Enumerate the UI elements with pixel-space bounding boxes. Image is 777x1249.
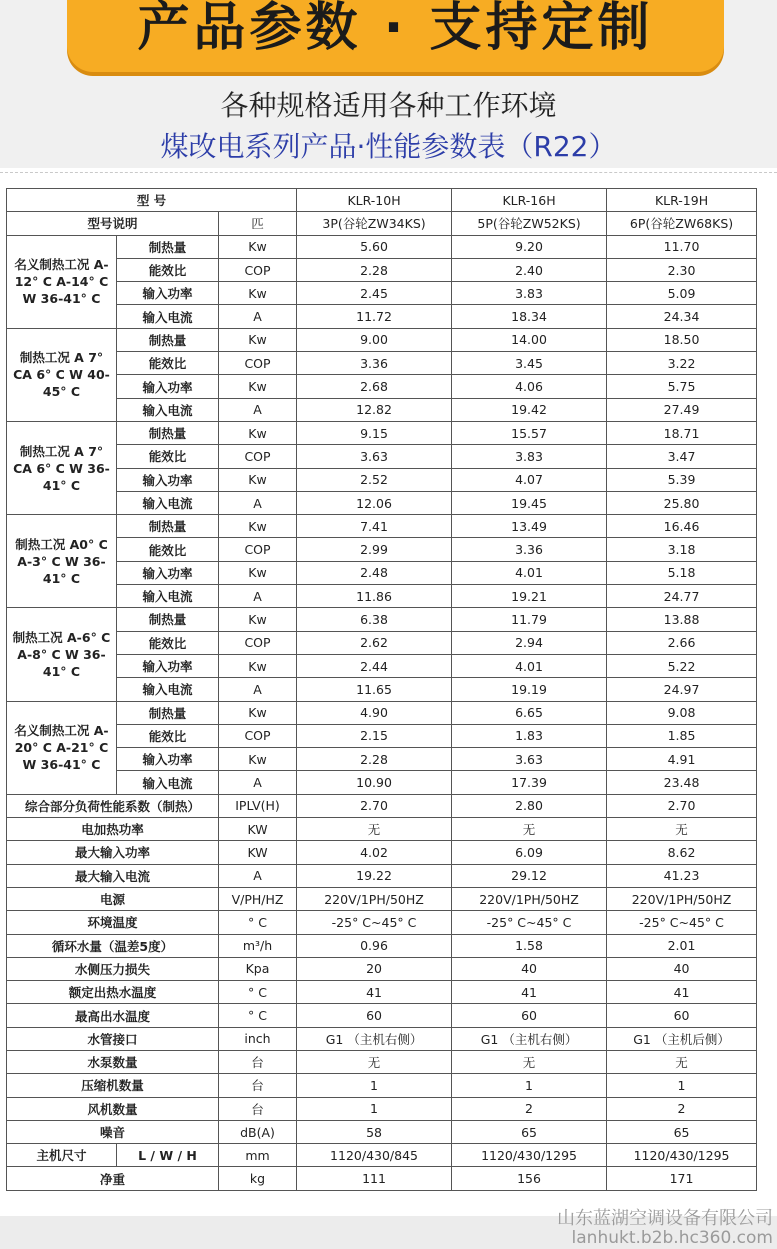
table-cell: 19.42 — [452, 398, 607, 421]
table-cell: -25° C~45° C — [297, 911, 452, 934]
row-label: 最大输入电流 — [7, 864, 219, 887]
table-cell: 41 — [297, 981, 452, 1004]
table-cell: 12.06 — [297, 491, 452, 514]
table-cell: 41 — [607, 981, 757, 1004]
group-label: 名义制热工况 A-12° C A-14° C W 36-41° C — [7, 235, 117, 328]
row-label: 输入功率 — [117, 375, 219, 398]
table-cell: 9.20 — [452, 235, 607, 258]
table-cell: 16.46 — [607, 515, 757, 538]
row-label: 能效比 — [117, 538, 219, 561]
table-cell: 5.22 — [607, 654, 757, 677]
table-cell: -25° C~45° C — [607, 911, 757, 934]
row-label: 制热量 — [117, 701, 219, 724]
row-label: 能效比 — [117, 258, 219, 281]
table-cell: m³/h — [219, 934, 297, 957]
table-cell: A — [219, 585, 297, 608]
table-cell: 58 — [297, 1120, 452, 1143]
table-cell: A — [219, 864, 297, 887]
table-cell: 无 — [297, 818, 452, 841]
row-label: 输入功率 — [117, 468, 219, 491]
table-cell: inch — [219, 1027, 297, 1050]
row-label: 输入电流 — [117, 398, 219, 421]
table-cell: 4.02 — [297, 841, 452, 864]
table-cell: 18.71 — [607, 421, 757, 444]
row-label: 电加热功率 — [7, 818, 219, 841]
table-row — [7, 352, 757, 375]
table-cell: 11.79 — [452, 608, 607, 631]
table-cell: G1 （主机右侧） — [297, 1027, 452, 1050]
table-row — [7, 561, 757, 584]
table-cell: 2.70 — [607, 794, 757, 817]
table-cell: COP — [219, 352, 297, 375]
table-row — [7, 934, 757, 957]
table-cell: 6.38 — [297, 608, 452, 631]
table-cell: ° C — [219, 981, 297, 1004]
table-row — [7, 887, 757, 910]
table-row — [7, 375, 757, 398]
table-cell: 4.01 — [452, 654, 607, 677]
table-cell: 220V/1PH/50HZ — [297, 887, 452, 910]
table-cell: 台 — [219, 1097, 297, 1120]
table-cell: Kw — [219, 515, 297, 538]
row-label: 水侧压力损失 — [7, 957, 219, 980]
table-row — [7, 328, 757, 351]
table-cell: 2.28 — [297, 748, 452, 771]
table-cell: 2.40 — [452, 258, 607, 281]
table-cell: G1 （主机右侧） — [452, 1027, 607, 1050]
subtitle-secondary: 煤改电系列产品·性能参数表（R22） — [160, 130, 617, 163]
table-cell: 220V/1PH/50HZ — [607, 887, 757, 910]
row-label: 能效比 — [117, 724, 219, 747]
table-row — [7, 282, 757, 305]
table-cell: A — [219, 678, 297, 701]
table-row — [7, 445, 757, 468]
table-cell: Kpa — [219, 957, 297, 980]
table-row — [7, 818, 757, 841]
table-cell: Kw — [219, 561, 297, 584]
table-cell: Kw — [219, 468, 297, 491]
table-cell: 2.48 — [297, 561, 452, 584]
table-row — [7, 864, 757, 887]
table-cell: 2.70 — [297, 794, 452, 817]
table-row — [7, 305, 757, 328]
table-cell: 2 — [452, 1097, 607, 1120]
table-cell: 3.63 — [297, 445, 452, 468]
table-cell: 60 — [297, 1004, 452, 1027]
table-cell: G1 （主机后侧） — [607, 1027, 757, 1050]
watermark-company: 山东蓝湖空调设备有限公司 — [557, 1208, 773, 1229]
table-cell: A — [219, 398, 297, 421]
table-cell: 20 — [297, 957, 452, 980]
table-cell: A — [219, 305, 297, 328]
row-label: 输入电流 — [117, 771, 219, 794]
table-cell: 1 — [297, 1097, 452, 1120]
table-row — [7, 515, 757, 538]
table-cell: 台 — [219, 1074, 297, 1097]
watermark-site: lanhukt.b2b.hc360.com — [571, 1228, 773, 1248]
table-cell: kg — [219, 1167, 297, 1190]
table-cell: 19.19 — [452, 678, 607, 701]
table-cell: 3.18 — [607, 538, 757, 561]
header-cell: KLR-16H — [452, 189, 607, 212]
table-row — [7, 1144, 757, 1167]
row-label: 制热量 — [117, 235, 219, 258]
table-cell: 65 — [607, 1120, 757, 1143]
row-label: 制热量 — [117, 421, 219, 444]
table-cell: 111 — [297, 1167, 452, 1190]
group-label: 制热工况 A0° C A-3° C W 36-41° C — [7, 515, 117, 608]
table-row — [7, 608, 757, 631]
table-cell: Kw — [219, 748, 297, 771]
table-row — [7, 468, 757, 491]
row-sublabel: L / W / H — [117, 1144, 219, 1167]
table-cell: 5.39 — [607, 468, 757, 491]
table-cell: 0.96 — [297, 934, 452, 957]
table-cell: 2.68 — [297, 375, 452, 398]
row-label: 输入电流 — [117, 305, 219, 328]
row-label: 循环水量（温差5度） — [7, 934, 219, 957]
header-cell: KLR-10H — [297, 189, 452, 212]
group-label: 名义制热工况 A-20° C A-21° C W 36-41° C — [7, 701, 117, 794]
row-label: 噪音 — [7, 1120, 219, 1143]
table-cell: 60 — [452, 1004, 607, 1027]
table-cell: mm — [219, 1144, 297, 1167]
table-row — [7, 398, 757, 421]
table-cell: 13.49 — [452, 515, 607, 538]
table-cell: 1 — [607, 1074, 757, 1097]
row-label: 能效比 — [117, 445, 219, 468]
table-row — [7, 538, 757, 561]
table-cell: 41.23 — [607, 864, 757, 887]
table-row — [7, 724, 757, 747]
table-cell: 3.83 — [452, 282, 607, 305]
table-cell: 29.12 — [452, 864, 607, 887]
dashed-divider — [0, 172, 777, 173]
row-label: 制热量 — [117, 608, 219, 631]
table-cell: 40 — [452, 957, 607, 980]
table-cell: 3.63 — [452, 748, 607, 771]
table-row — [7, 235, 757, 258]
table-cell: 14.00 — [452, 328, 607, 351]
table-cell: 4.91 — [607, 748, 757, 771]
table-row — [7, 1167, 757, 1190]
table-cell: 40 — [607, 957, 757, 980]
table-row — [7, 771, 757, 794]
table-row — [7, 1097, 757, 1120]
table-cell: Kw — [219, 328, 297, 351]
row-label: 输入电流 — [117, 491, 219, 514]
table-cell: 1120/430/1295 — [452, 1144, 607, 1167]
table-row — [7, 981, 757, 1004]
table-cell: 1 — [297, 1074, 452, 1097]
row-label: 输入功率 — [117, 561, 219, 584]
row-label: 制热量 — [117, 515, 219, 538]
table-cell: 24.77 — [607, 585, 757, 608]
table-cell: 3.45 — [452, 352, 607, 375]
table-cell: 2.62 — [297, 631, 452, 654]
row-label: 输入功率 — [117, 748, 219, 771]
table-cell: KW — [219, 818, 297, 841]
row-label: 净重 — [7, 1167, 219, 1190]
table-cell: 171 — [607, 1167, 757, 1190]
table-cell: Kw — [219, 375, 297, 398]
table-row — [7, 189, 757, 212]
table-cell: 19.45 — [452, 491, 607, 514]
table-cell: 60 — [607, 1004, 757, 1027]
table-cell: 1.83 — [452, 724, 607, 747]
row-label: 电源 — [7, 887, 219, 910]
table-cell: 6.65 — [452, 701, 607, 724]
table-cell: 4.90 — [297, 701, 452, 724]
table-cell: 23.48 — [607, 771, 757, 794]
table-cell: 9.00 — [297, 328, 452, 351]
table-cell: 19.21 — [452, 585, 607, 608]
row-label: 型号说明 — [7, 212, 219, 235]
table-cell: 2.30 — [607, 258, 757, 281]
table-cell: ° C — [219, 911, 297, 934]
table-cell: 3.36 — [297, 352, 452, 375]
banner-title: 产品参数 · 支持定制 — [137, 0, 654, 58]
table-cell: 17.39 — [452, 771, 607, 794]
table-cell: 2.15 — [297, 724, 452, 747]
table-cell: 2.66 — [607, 631, 757, 654]
table-row — [7, 212, 757, 235]
table-row — [7, 585, 757, 608]
table-cell: COP — [219, 538, 297, 561]
table-row — [7, 1027, 757, 1050]
table-cell: 2.52 — [297, 468, 452, 491]
group-label: 制热工况 A-6° C A-8° C W 36-41° C — [7, 608, 117, 701]
row-label: 能效比 — [117, 631, 219, 654]
table-cell: 1120/430/1295 — [607, 1144, 757, 1167]
table-cell: 3P(谷轮ZW34KS) — [297, 212, 452, 235]
table-cell: 11.70 — [607, 235, 757, 258]
table-cell: 13.88 — [607, 608, 757, 631]
table-cell: 1120/430/845 — [297, 1144, 452, 1167]
table-cell: 8.62 — [607, 841, 757, 864]
table-cell: COP — [219, 258, 297, 281]
table-cell: 5.75 — [607, 375, 757, 398]
table-cell: 5.09 — [607, 282, 757, 305]
table-cell: COP — [219, 724, 297, 747]
table-cell: 无 — [452, 818, 607, 841]
table-cell: 25.80 — [607, 491, 757, 514]
row-label: 综合部分负荷性能系数（制热） — [7, 794, 219, 817]
table-cell: Kw — [219, 235, 297, 258]
table-cell: 无 — [607, 818, 757, 841]
table-cell: 3.36 — [452, 538, 607, 561]
table-cell: 9.15 — [297, 421, 452, 444]
table-cell: 5P(谷轮ZW52KS) — [452, 212, 607, 235]
spec-table — [6, 188, 757, 1191]
table-cell: 41 — [452, 981, 607, 1004]
table-row — [7, 421, 757, 444]
table-cell: 4.07 — [452, 468, 607, 491]
table-cell: Kw — [219, 282, 297, 305]
row-label: 额定出热水温度 — [7, 981, 219, 1004]
table-cell: 4.06 — [452, 375, 607, 398]
table-cell: 10.90 — [297, 771, 452, 794]
table-cell: 6.09 — [452, 841, 607, 864]
row-label: 能效比 — [117, 352, 219, 375]
table-cell: 11.65 — [297, 678, 452, 701]
row-label: 风机数量 — [7, 1097, 219, 1120]
table-cell: 无 — [452, 1050, 607, 1073]
table-cell: 无 — [607, 1050, 757, 1073]
row-label: 水泵数量 — [7, 1050, 219, 1073]
table-cell: 9.08 — [607, 701, 757, 724]
table-cell: 11.72 — [297, 305, 452, 328]
subtitle-primary: 各种规格适用各种工作环境 — [220, 89, 557, 122]
table-cell: KW — [219, 841, 297, 864]
table-row — [7, 794, 757, 817]
header-cell: 型 号 — [7, 189, 297, 212]
row-label: 最大输入功率 — [7, 841, 219, 864]
table-cell: 19.22 — [297, 864, 452, 887]
table-cell: 156 — [452, 1167, 607, 1190]
table-row — [7, 748, 757, 771]
table-cell: 27.49 — [607, 398, 757, 421]
table-cell: 65 — [452, 1120, 607, 1143]
table-cell: 5.18 — [607, 561, 757, 584]
table-cell: 7.41 — [297, 515, 452, 538]
row-label: 环境温度 — [7, 911, 219, 934]
table-cell: 2.99 — [297, 538, 452, 561]
table-cell: 24.34 — [607, 305, 757, 328]
table-row — [7, 631, 757, 654]
table-cell: 1 — [452, 1074, 607, 1097]
table-cell: 18.50 — [607, 328, 757, 351]
table-cell: 11.86 — [297, 585, 452, 608]
table-cell: A — [219, 491, 297, 514]
row-label: 最高出水温度 — [7, 1004, 219, 1027]
table-cell: 2.94 — [452, 631, 607, 654]
table-cell: -25° C~45° C — [452, 911, 607, 934]
group-label: 制热工况 A 7° CA 6° C W 36-41° C — [7, 421, 117, 514]
table-cell: 24.97 — [607, 678, 757, 701]
table-cell: 无 — [297, 1050, 452, 1073]
table-row — [7, 654, 757, 677]
row-label: 输入电流 — [117, 585, 219, 608]
row-label: 主机尺寸 — [7, 1144, 117, 1167]
table-cell: COP — [219, 445, 297, 468]
table-row — [7, 841, 757, 864]
row-label: 压缩机数量 — [7, 1074, 219, 1097]
table-cell: 2.80 — [452, 794, 607, 817]
row-label: 输入功率 — [117, 654, 219, 677]
table-cell: Kw — [219, 654, 297, 677]
table-row — [7, 911, 757, 934]
table-cell: 台 — [219, 1050, 297, 1073]
table-cell: 2.45 — [297, 282, 452, 305]
table-cell: dB(A) — [219, 1120, 297, 1143]
table-cell: ° C — [219, 1004, 297, 1027]
table-cell: COP — [219, 631, 297, 654]
row-label: 输入功率 — [117, 282, 219, 305]
table-cell: 5.60 — [297, 235, 452, 258]
table-cell: 2.44 — [297, 654, 452, 677]
table-row — [7, 678, 757, 701]
table-cell: 4.01 — [452, 561, 607, 584]
table-row — [7, 1074, 757, 1097]
table-cell: 15.57 — [452, 421, 607, 444]
row-label: 输入电流 — [117, 678, 219, 701]
table-cell: Kw — [219, 701, 297, 724]
table-cell: 3.22 — [607, 352, 757, 375]
table-cell: A — [219, 771, 297, 794]
table-cell: 2.28 — [297, 258, 452, 281]
table-cell: Kw — [219, 421, 297, 444]
title-banner — [67, 0, 724, 72]
table-cell: V/PH/HZ — [219, 887, 297, 910]
row-label: 水管接口 — [7, 1027, 219, 1050]
table-cell: 12.82 — [297, 398, 452, 421]
table-row — [7, 701, 757, 724]
table-cell: 2.01 — [607, 934, 757, 957]
table-row — [7, 491, 757, 514]
table-cell: 3.83 — [452, 445, 607, 468]
table-cell: 3.47 — [607, 445, 757, 468]
table-cell: 220V/1PH/50HZ — [452, 887, 607, 910]
table-row — [7, 258, 757, 281]
table-cell: 1.85 — [607, 724, 757, 747]
table-cell: IPLV(H) — [219, 794, 297, 817]
table-cell: 匹 — [219, 212, 297, 235]
table-cell: 6P(谷轮ZW68KS) — [607, 212, 757, 235]
table-cell: Kw — [219, 608, 297, 631]
group-label: 制热工况 A 7° CA 6° C W 40-45° C — [7, 328, 117, 421]
table-row — [7, 1004, 757, 1027]
table-row — [7, 957, 757, 980]
table-row — [7, 1050, 757, 1073]
header-cell: KLR-19H — [607, 189, 757, 212]
table-cell: 1.58 — [452, 934, 607, 957]
table-row — [7, 1120, 757, 1143]
row-label: 制热量 — [117, 328, 219, 351]
table-cell: 18.34 — [452, 305, 607, 328]
table-cell: 2 — [607, 1097, 757, 1120]
